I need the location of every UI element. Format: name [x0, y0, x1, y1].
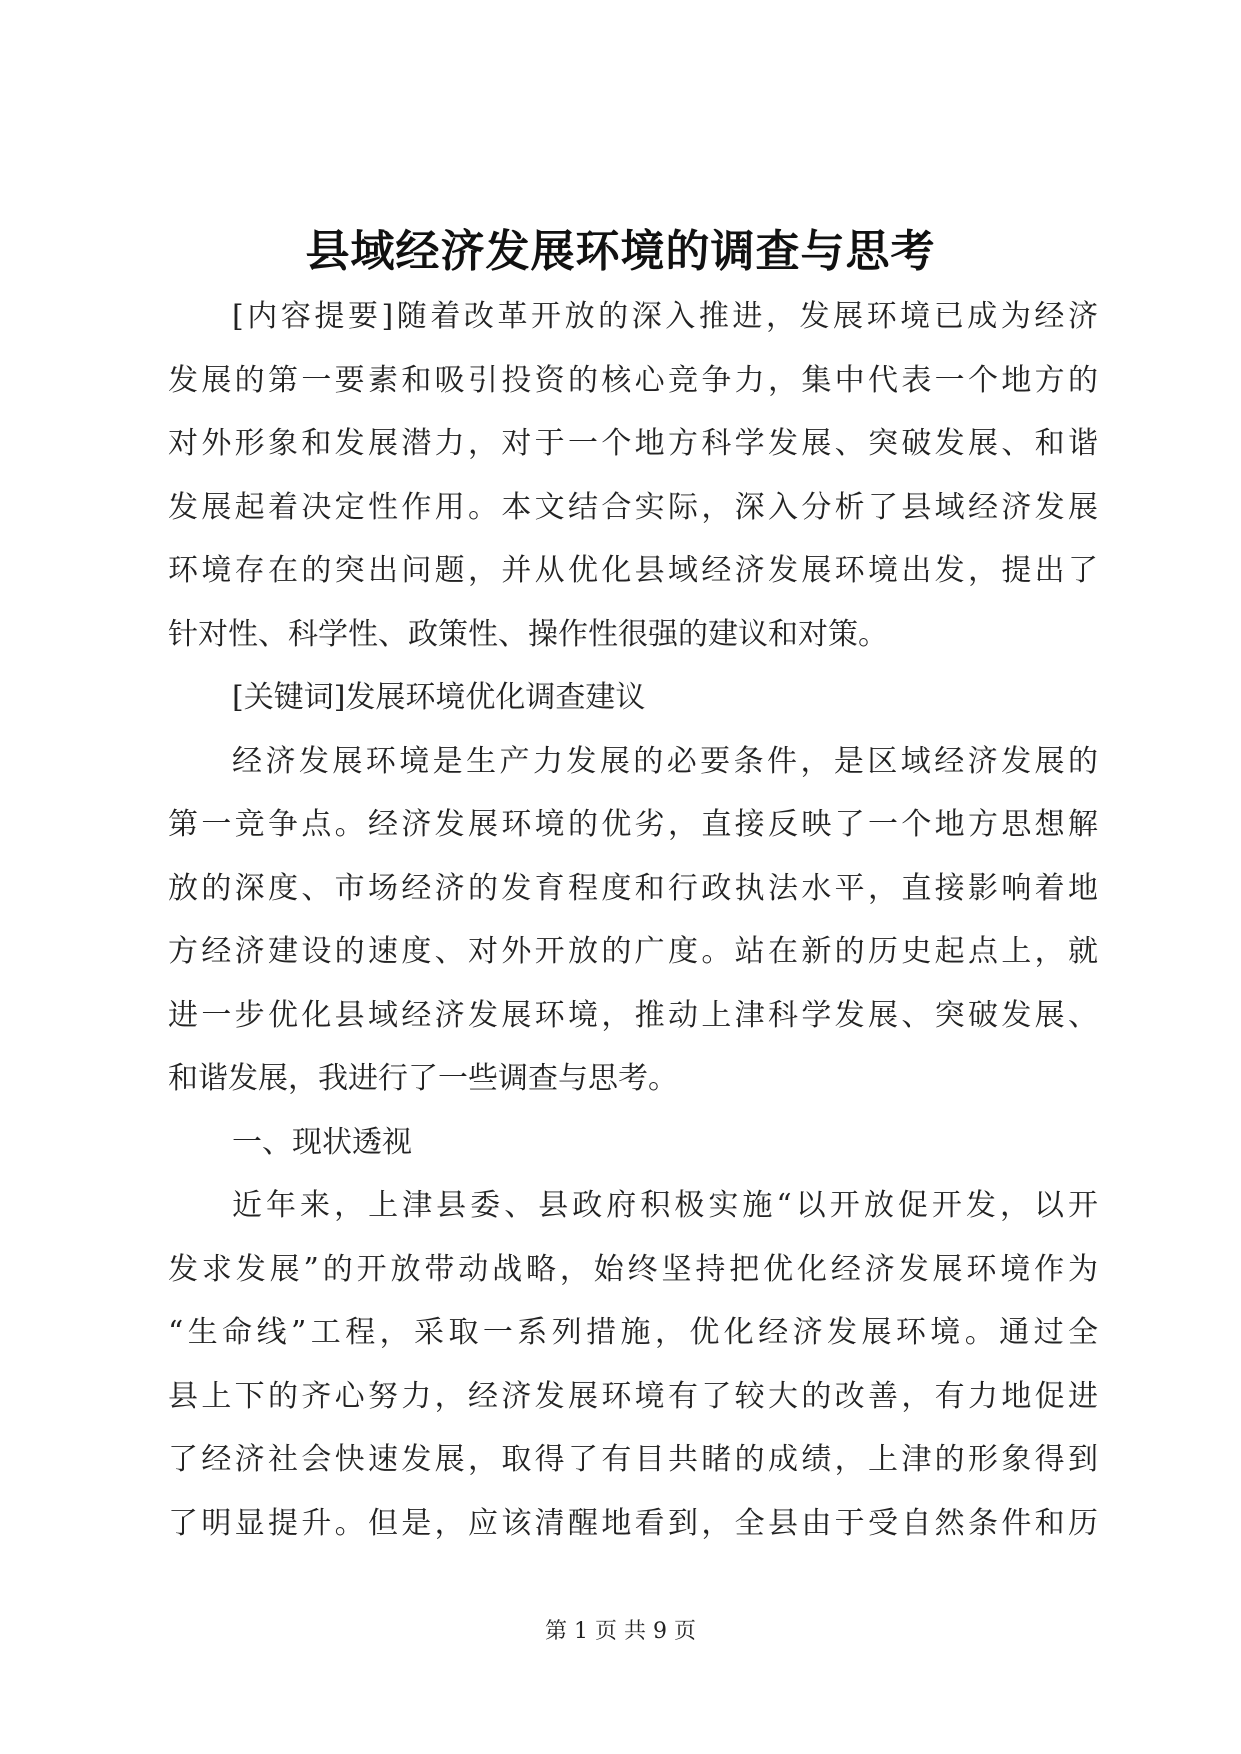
abstract-line-6: 针对性、科学性、政策性、操作性很强的建议和对策。 — [168, 616, 888, 652]
abstract-line-4: 发展起着决定性作用。本文结合实际，深入分析了县域经济发展 — [168, 489, 1098, 525]
paragraph-1-line-1: 经济发展环境是生产力发展的必要条件，是区域经济发展的 — [232, 743, 1098, 779]
section-heading: 一、现状透视 — [232, 1124, 412, 1160]
paragraph-2-line-6: 了明显提升。但是，应该清醒地看到，全县由于受自然条件和历 — [168, 1505, 1098, 1541]
paragraph-2-line-3: “生命线”工程，采取一系列措施，优化经济发展环境。通过全 — [168, 1315, 1098, 1350]
paragraph-2-line-1: 近年来，上津县委、县政府积极实施“以开放促开发，以开 — [232, 1188, 1098, 1223]
paragraph-1-line-3: 放的深度、市场经济的发育程度和行政执法水平，直接影响着地 — [168, 870, 1098, 906]
paragraph-2-line-2: 发求发展”的开放带动战略，始终坚持把优化经济发展环境作为 — [168, 1251, 1098, 1287]
paragraph-1-line-6: 和谐发展，我进行了一些调查与思考。 — [168, 1061, 678, 1096]
document-body — [168, 285, 1098, 1555]
abstract-line-5: 环境存在的突出问题，并从优化县域经济发展环境出发，提出了 — [168, 553, 1098, 588]
keywords-line: [关键词]发展环境优化调查建议 — [232, 680, 646, 715]
paragraph-2-line-5: 了经济社会快速发展，取得了有目共睹的成绩，上津的形象得到 — [168, 1442, 1098, 1477]
paragraph-2-line-4: 县上下的齐心努力，经济发展环境有了较大的改善，有力地促进 — [168, 1378, 1098, 1414]
paragraph-1-line-2: 第一竞争点。经济发展环境的优劣，直接反映了一个地方思想解 — [168, 807, 1098, 842]
abstract-line-2: 发展的第一要素和吸引投资的核心竞争力，集中代表一个地方的 — [168, 362, 1098, 398]
page-number-footer: 第 1 页 共 9 页 — [545, 1619, 696, 1644]
abstract-line-1: [内容提要]随着改革开放的深入推进，发展环境已成为经济 — [232, 299, 1098, 334]
abstract-line-3: 对外形象和发展潜力，对于一个地方科学发展、突破发展、和谐 — [168, 426, 1098, 461]
document-title: 县域经济发展环境的调查与思考 — [305, 226, 936, 277]
paragraph-1-line-4: 方经济建设的速度、对外开放的广度。站在新的历史起点上，就 — [168, 934, 1098, 969]
paragraph-1-line-5: 进一步优化县域经济发展环境，推动上津科学发展、突破发展、 — [168, 997, 1098, 1033]
